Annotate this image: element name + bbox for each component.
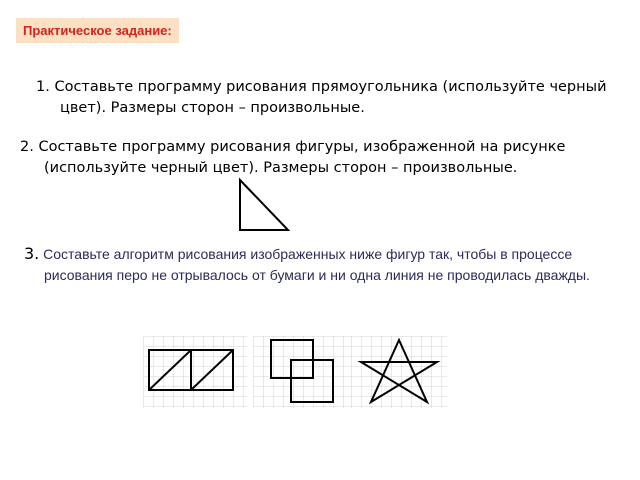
task-3 xyxy=(24,243,604,286)
rectangles-with-diagonals-figure xyxy=(143,336,247,408)
task-3-number: 3. xyxy=(24,244,40,263)
star-figure xyxy=(351,336,447,408)
task-title-badge: Практическое задание: xyxy=(16,18,179,43)
task-2-text: 2. Составьте программу рисования фигуры, изображенной на рисунке (используйте черный цвет). Размеры сторон – произвольные. xyxy=(20,139,566,176)
task-1-text: 1. Составьте программу рисования прямоугольника (используйте черный цвет). Размеры сторон – произвольные. xyxy=(36,79,607,116)
right-triangle-figure xyxy=(230,174,294,234)
task-3-text: Составьте алгоритм рисования изображенных ниже фигур так, чтобы в процессе рисования перо не отрывалось от бумаги и ни одна линия не проводилась дважды. xyxy=(43,246,590,283)
overlapping-squares-figure xyxy=(253,336,351,408)
